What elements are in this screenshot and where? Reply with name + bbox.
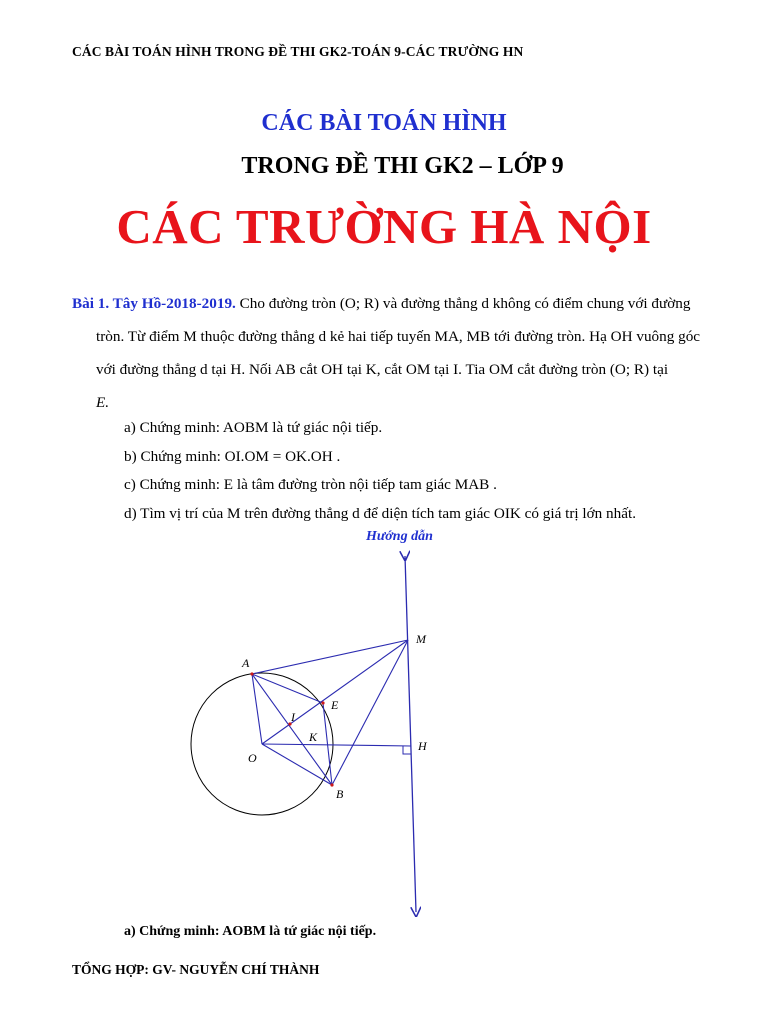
segment-bm xyxy=(332,640,408,785)
title-line-2: TRONG ĐỀ THI GK2 – LỚP 9 xyxy=(241,153,564,179)
item-b: b) Chứng minh: OI.OM = OK.OH . xyxy=(124,447,341,465)
title-line-1: CÁC BÀI TOÁN HÌNH xyxy=(261,110,507,136)
right-angle-mark xyxy=(403,746,411,754)
segment-oh xyxy=(262,744,411,746)
segment-oa xyxy=(252,674,262,744)
guide-title: Hướng dẫn xyxy=(366,529,433,544)
problem-statement xyxy=(72,287,734,419)
label-k: K xyxy=(309,730,318,744)
problem-text-1: Cho đường tròn (O; R) và đường thẳng d không có điểm chung với đường xyxy=(235,295,691,312)
label-m: M xyxy=(416,632,426,646)
line-d xyxy=(405,556,416,912)
item-d: d) Tìm vị trí của M trên đường thẳng d để diện tích tam giác OIK có giá trị lớn nhất. xyxy=(124,504,636,522)
problem-items xyxy=(124,414,636,528)
label-o: O xyxy=(248,751,257,765)
label-e: E xyxy=(331,698,339,712)
label-i: I xyxy=(291,710,295,724)
segment-ob xyxy=(262,744,332,785)
label-b: B xyxy=(336,787,344,801)
page-footer: TỔNG HỢP: GV- NGUYỄN CHÍ THÀNH xyxy=(72,962,320,977)
geometry-figure xyxy=(185,548,455,920)
problem-label: Bài 1. Tây Hồ-2018-2019. xyxy=(72,295,236,312)
page-header: CÁC BÀI TOÁN HÌNH TRONG ĐỀ THI GK2-TOÁN 9-CÁC TRƯỜNG HN xyxy=(72,44,524,59)
label-h: H xyxy=(418,739,427,753)
problem-line-2: tròn. Từ điểm M thuộc đường thẳng d kẻ hai tiếp tuyến MA, MB tới đường tròn. Hạ OH vuông góc xyxy=(96,328,701,345)
item-c: c) Chứng minh: E là tâm đường tròn nội tiếp tam giác MAB . xyxy=(124,476,497,493)
problem-line-3: với đường thẳng d tại H. Nối AB cắt OH tại K, cắt OM tại I. Tia OM cắt đường tròn (O; R) tại xyxy=(96,361,669,378)
label-a: A xyxy=(242,656,250,670)
problem-line-1 xyxy=(72,287,734,320)
title-line-3: CÁC TRƯỜNG HÀ NỘI xyxy=(116,199,652,254)
problem-line-4: E. xyxy=(96,394,110,411)
item-a: a) Chứng minh: AOBM là tứ giác nội tiếp. xyxy=(124,419,383,436)
part-a-heading: a) Chứng minh: AOBM là tứ giác nội tiếp. xyxy=(124,924,377,939)
segment-be xyxy=(323,703,332,785)
